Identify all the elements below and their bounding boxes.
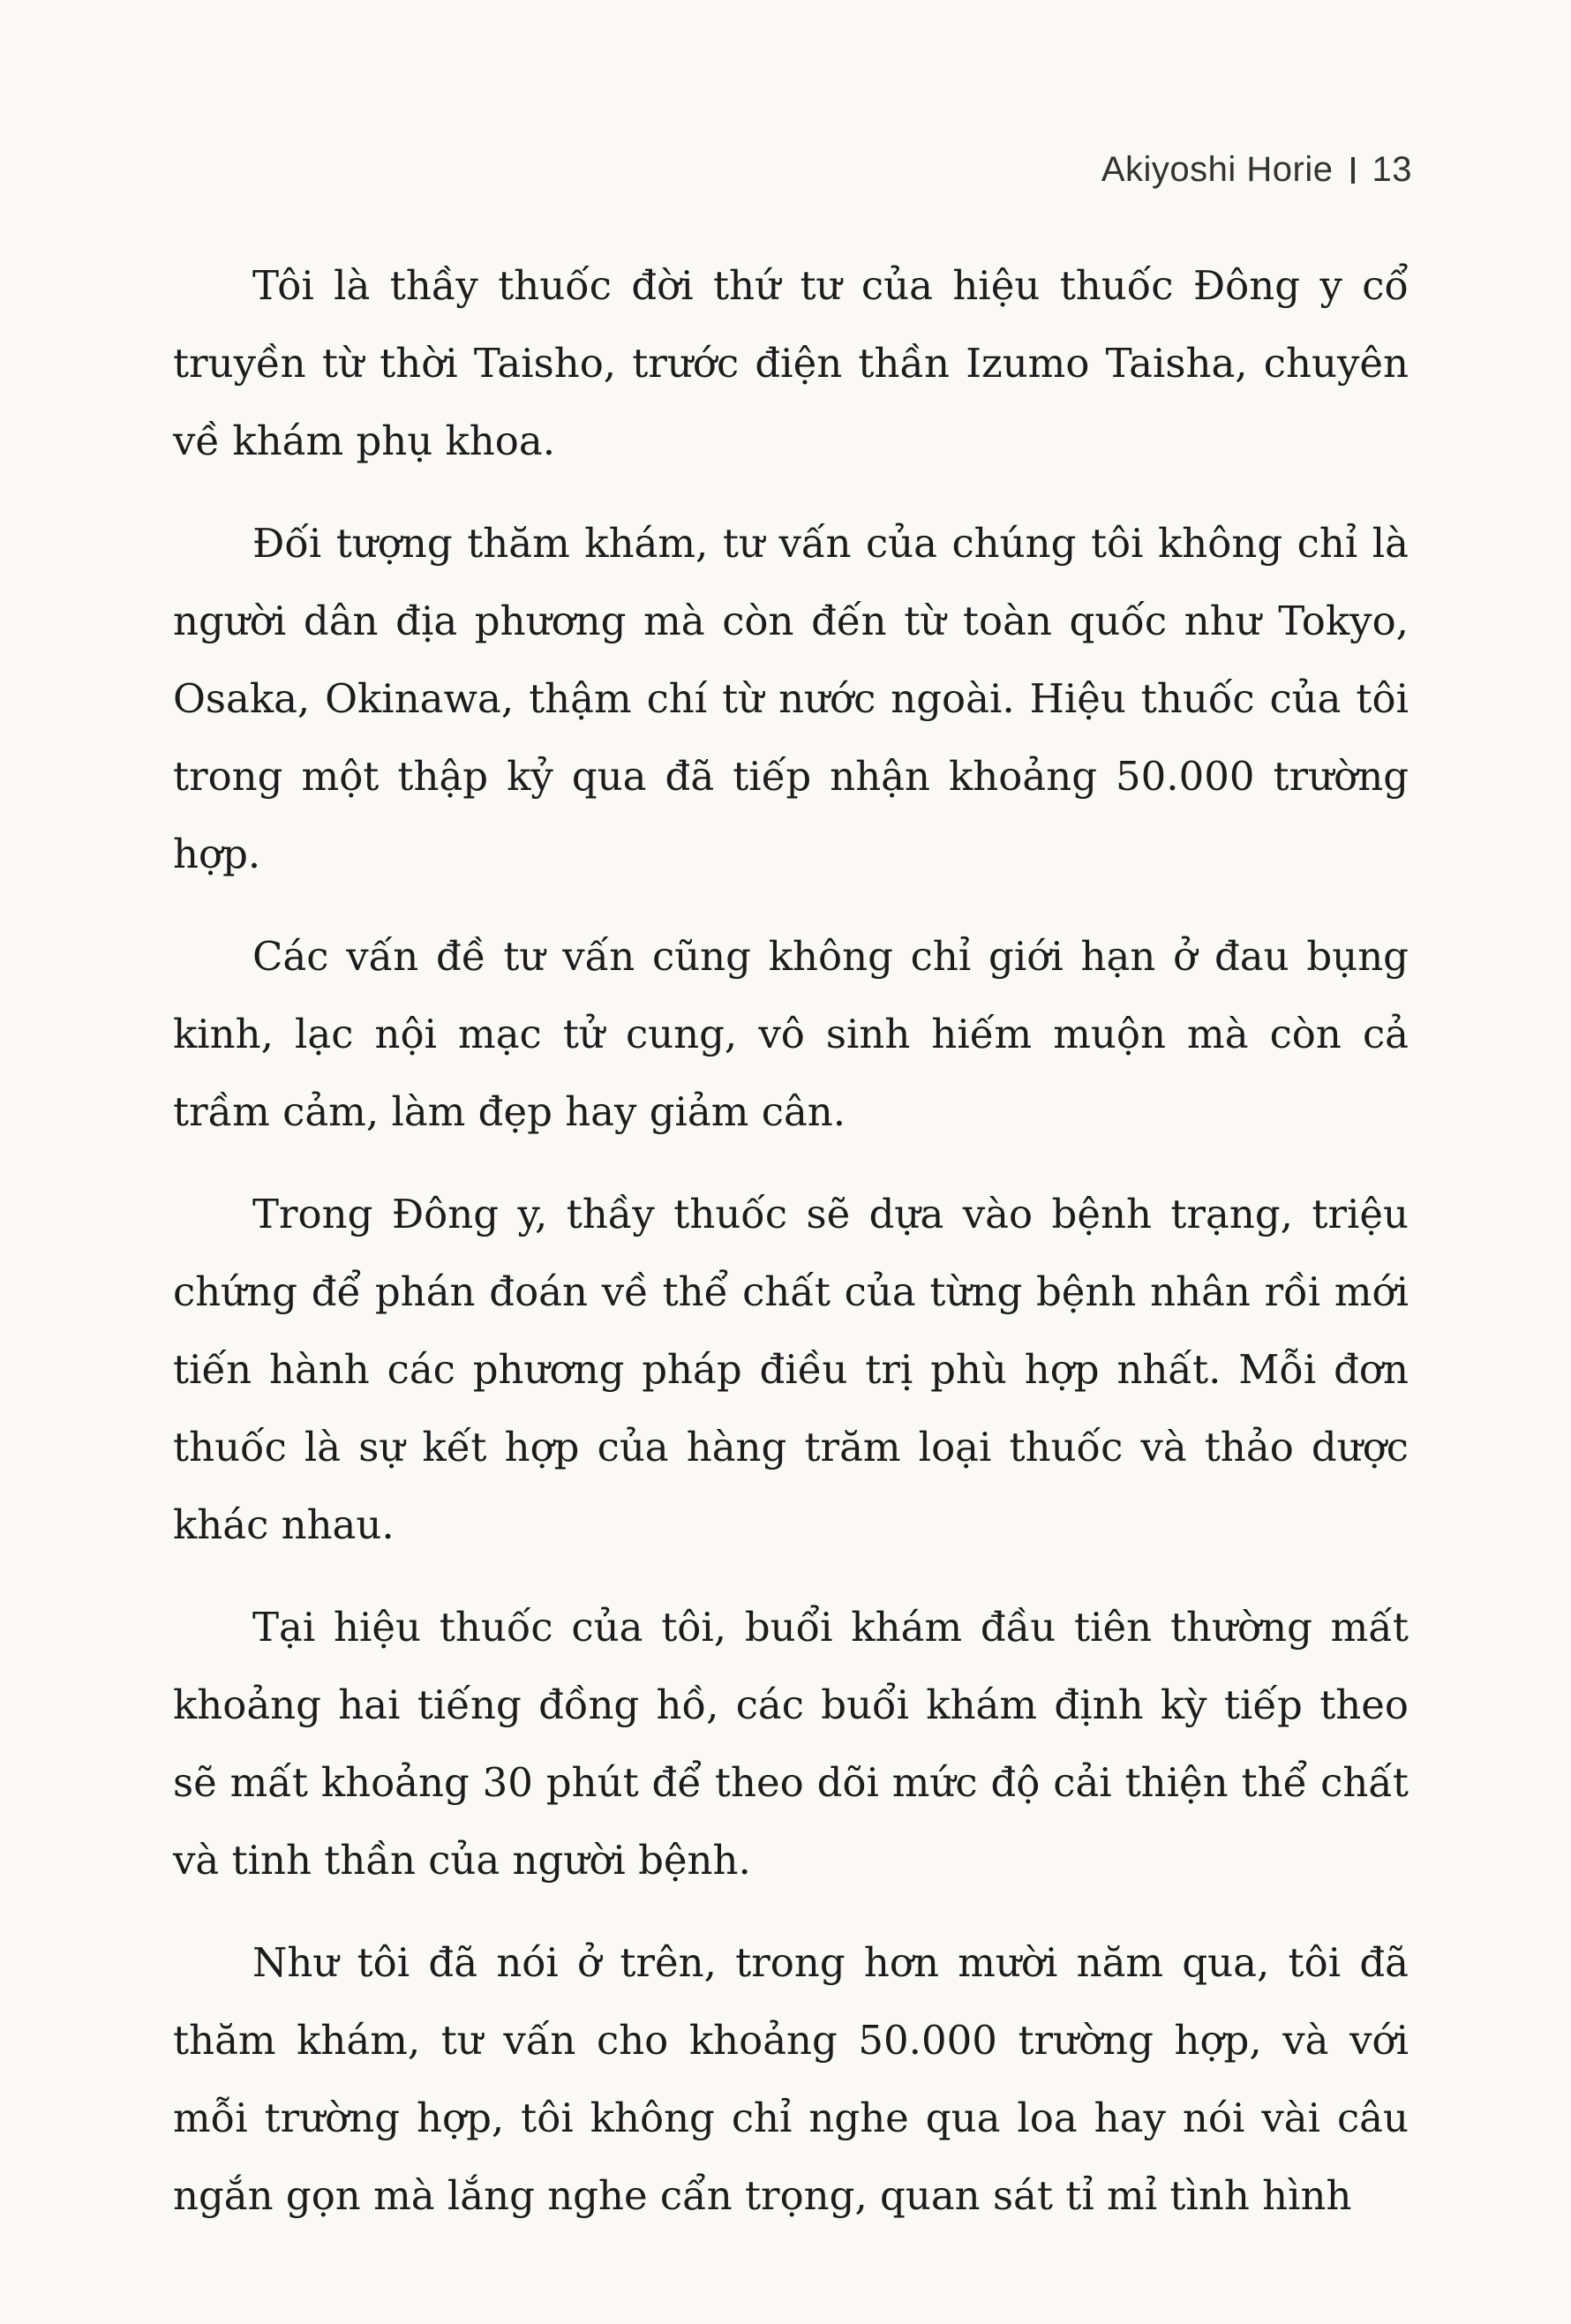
- running-header: [1101, 150, 1412, 190]
- header-separator: [1351, 157, 1355, 184]
- paragraph: Tôi là thầy thuốc đời thứ tư của hiệu thuốc Đông y cổ truyền từ thời Taisho, trước điện thần Izumo Taisha, chuyên về khám phụ khoa.: [173, 262, 1409, 464]
- header-author: Akiyoshi Horie: [1101, 150, 1334, 189]
- paragraph: Các vấn đề tư vấn cũng không chỉ giới hạn ở đau bụng kinh, lạc nội mạc tử cung, vô sinh hiếm muộn mà còn cả trầm cảm, làm đẹp hay giảm cân.: [173, 933, 1409, 1135]
- paragraph: Tại hiệu thuốc của tôi, buổi khám đầu tiên thường mất khoảng hai tiếng đồng hồ, các buổi khám định kỳ tiếp theo sẽ mất khoảng 30 phút để theo dõi mức độ cải thiện thể chất và tinh thần của người bệnh.: [173, 1604, 1409, 1884]
- paragraph: Như tôi đã nói ở trên, trong hơn mười năm qua, tôi đã thăm khám, tư vấn cho khoảng 50.000 trường hợp, và với mỗi trường hợp, tôi không chỉ nghe qua loa hay nói vài câu ngắn gọn mà lắng nghe cẩn trọng, quan sát tỉ mỉ tình hình: [173, 1939, 1409, 2219]
- page-number: 13: [1372, 150, 1412, 189]
- paragraph: Trong Đông y, thầy thuốc sẽ dựa vào bệnh trạng, triệu chứng để phán đoán về thể chất của từng bệnh nhân rồi mới tiến hành các phương pháp điều trị phù hợp nhất. Mỗi đơn thuốc là sự kết hợp của hàng trăm loại thuốc và thảo dược khác nhau.: [173, 1191, 1409, 1548]
- body-text: [173, 247, 1409, 2260]
- paragraph: Đối tượng thăm khám, tư vấn của chúng tôi không chỉ là người dân địa phương mà còn đến từ toàn quốc như Tokyo, Osaka, Okinawa, thậm chí từ nước ngoài. Hiệu thuốc của tôi trong một thập kỷ qua đã tiếp nhận khoảng 50.000 trường hợp.: [173, 520, 1409, 877]
